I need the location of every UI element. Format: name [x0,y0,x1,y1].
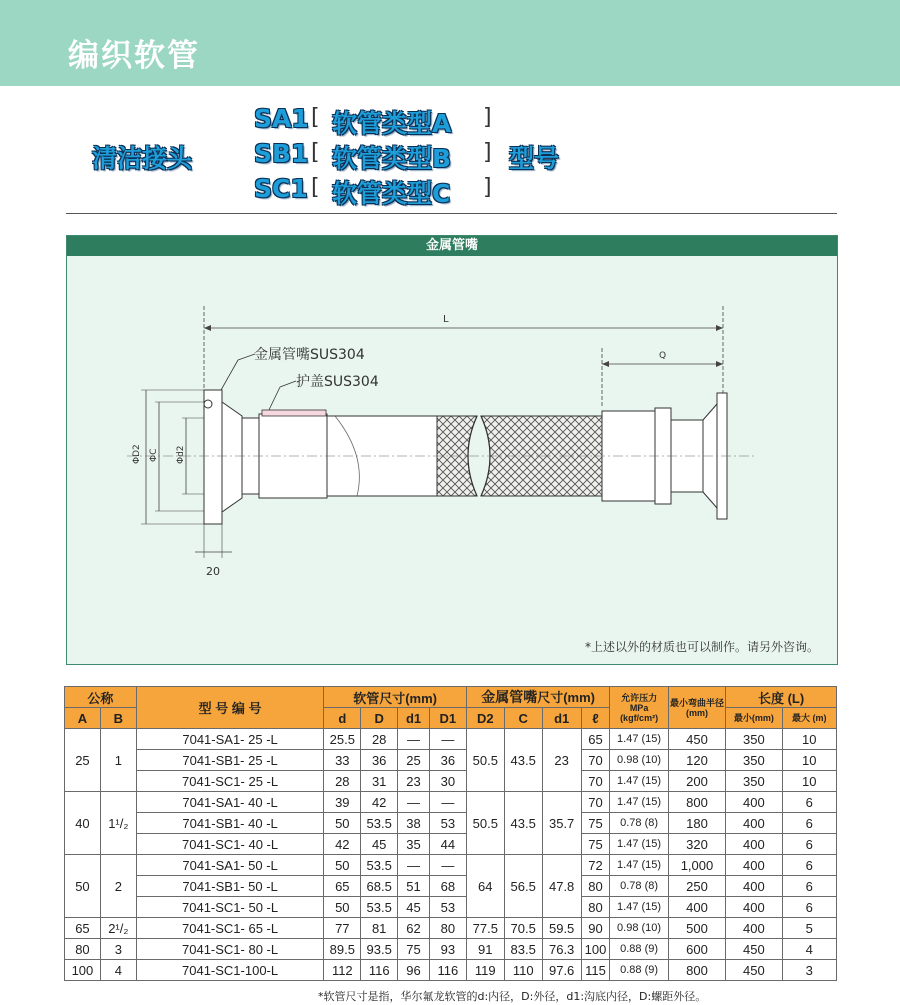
cell-D1: 80 [429,918,466,939]
dim-20-label: 20 [206,565,220,578]
bend-head: 最小弯曲半径 [669,697,724,708]
col-hose-size: 软管尺寸(mm) [324,687,466,708]
cell-D: 53.5 [361,813,398,834]
cell-pressure: 1.47 (15) [610,834,668,855]
cell-D: 28 [361,729,398,750]
cell-D1: 36 [429,750,466,771]
table-row [65,771,837,792]
cell-D1: 93 [429,939,466,960]
dim-d2-label: ΦD2 [132,444,142,464]
cell-d: 33 [324,750,361,771]
cell-d1: 38 [398,813,430,834]
cell-bend-radius: 800 [668,792,725,813]
cell-D1: 116 [429,960,466,981]
cell-nozzle-d1: 47.8 [542,855,581,918]
col-nozzle-size [466,687,610,708]
cell-length-max: 6 [782,792,836,813]
col-length-max: 最大 (m) [782,708,836,729]
cell-pressure: 0.88 (9) [610,939,668,960]
cell-length-max: 10 [782,771,836,792]
cell-d1: 51 [398,876,430,897]
cell-length-min: 400 [726,792,782,813]
cell-a: 80 [65,939,101,960]
table-row [65,876,837,897]
col-a: A [65,708,101,729]
bracket-open: [ [311,140,320,165]
cell-D1: 44 [429,834,466,855]
cell-model: 7041-SB1- 25 -L [136,750,324,771]
cell-d1: — [398,729,430,750]
cell-l: 70 [581,771,610,792]
cell-d1: 45 [398,897,430,918]
spec-body [65,729,837,981]
cell-l: 115 [581,960,610,981]
col-D: D [361,708,398,729]
cell-bend-radius: 800 [668,960,725,981]
cell-bend-radius: 450 [668,729,725,750]
cell-length-max: 6 [782,897,836,918]
cell-C: 43.5 [504,792,542,855]
cell-model: 7041-SC1- 40 -L [136,834,324,855]
cell-length-max: 4 [782,939,836,960]
cell-D: 53.5 [361,897,398,918]
cell-l: 65 [581,729,610,750]
cell-D2: 50.5 [466,792,504,855]
cell-b: 1 [100,729,136,792]
cell-length-min: 350 [726,729,782,750]
cell-D1: — [429,855,466,876]
cell-b: 1¹/₂ [100,792,136,855]
table-row [65,855,837,876]
pressure-head: 允许压力 [621,692,658,703]
table-row [65,729,837,750]
pressure-unit2: (kgf/cm²) [620,712,659,723]
col-b: B [100,708,136,729]
table-row [65,792,837,813]
hose-drawing [67,256,837,664]
model-label: 清洁接头 [92,144,193,173]
cell-length-max: 6 [782,834,836,855]
col-bend-radius [668,687,725,729]
cell-d1: — [398,855,430,876]
spec-table [64,686,837,981]
bracket-close: ] [483,140,492,165]
cell-D: 68.5 [361,876,398,897]
cell-b: 3 [100,939,136,960]
model-name-sa1: 软管类型A [332,109,452,138]
diagram-panel [66,235,838,665]
cell-a: 40 [65,792,101,855]
col-d1: d1 [398,708,430,729]
cell-length-min: 400 [726,834,782,855]
cell-D2: 119 [466,960,504,981]
cell-bend-radius: 400 [668,897,725,918]
cell-l: 90 [581,918,610,939]
cell-C: 43.5 [504,729,542,792]
divider [66,213,837,214]
cell-C: 83.5 [504,939,542,960]
cell-model: 7041-SC1- 50 -L [136,897,324,918]
model-name-sc1: 软管类型C [332,179,451,208]
nozzle-size-bold: 金属管嘴 [481,689,538,705]
cell-bend-radius: 500 [668,918,725,939]
cell-length-min: 450 [726,960,782,981]
table-row [65,750,837,771]
cell-l: 70 [581,750,610,771]
nozzle-material-label: 金属管嘴SUS304 [254,347,365,363]
header-banner [0,0,900,86]
cell-pressure: 1.47 (15) [610,792,668,813]
cell-length-max: 6 [782,813,836,834]
cell-model: 7041-SA1- 25 -L [136,729,324,750]
cell-d: 77 [324,918,361,939]
cell-bend-radius: 1,000 [668,855,725,876]
cell-bend-radius: 600 [668,939,725,960]
cell-D: 81 [361,918,398,939]
cell-C: 110 [504,960,542,981]
cell-d: 50 [324,855,361,876]
cell-pressure: 0.98 (10) [610,750,668,771]
dim-small-d2-label: Φd2 [176,445,186,464]
cell-pressure: 0.88 (9) [610,960,668,981]
cell-model: 7041-SC1- 65 -L [136,918,324,939]
cell-l: 80 [581,897,610,918]
cell-length-min: 400 [726,897,782,918]
col-model: 型 号 编 号 [136,687,324,729]
cell-D1: 53 [429,897,466,918]
table-row [65,960,837,981]
cell-b: 2¹/₂ [100,918,136,939]
cell-D2: 91 [466,939,504,960]
col-D2: D2 [466,708,504,729]
cell-d: 25.5 [324,729,361,750]
cell-D: 42 [361,792,398,813]
model-code-sc1: SC1 [254,174,308,203]
col-pressure [610,687,668,729]
cell-nozzle-d1: 76.3 [542,939,581,960]
cell-d1: 96 [398,960,430,981]
table-row [65,897,837,918]
cell-pressure: 1.47 (15) [610,771,668,792]
cell-D1: 53 [429,813,466,834]
dim-c-label: ΦC [149,448,159,462]
cell-bend-radius: 320 [668,834,725,855]
cell-D2: 64 [466,855,504,918]
cell-a: 65 [65,918,101,939]
cell-length-max: 10 [782,729,836,750]
col-length-min: 最小(mm) [726,708,782,729]
cell-length-min: 350 [726,750,782,771]
cell-d1: — [398,792,430,813]
cell-D: 116 [361,960,398,981]
table-row [65,834,837,855]
col-d: d [324,708,361,729]
cell-pressure: 1.47 (15) [610,897,668,918]
cell-D1: — [429,792,466,813]
cell-pressure: 0.78 (8) [610,813,668,834]
model-code-sb1: SB1 [254,139,309,168]
cell-l: 70 [581,792,610,813]
cell-nozzle-d1: 23 [542,729,581,792]
cell-nozzle-d1: 97.6 [542,960,581,981]
cell-bend-radius: 180 [668,813,725,834]
nozzle-size-rest: 尺寸(mm) [537,690,595,705]
table-row [65,813,837,834]
cell-l: 100 [581,939,610,960]
col-nominal: 公称 [65,687,137,708]
model-suffix: 型号 [509,144,560,173]
cell-D1: 30 [429,771,466,792]
cell-d: 50 [324,813,361,834]
cell-bend-radius: 200 [668,771,725,792]
cell-d1: 25 [398,750,430,771]
cell-pressure: 0.98 (10) [610,918,668,939]
col-l: ℓ [581,708,610,729]
col-nozzle-d1: d1 [542,708,581,729]
cell-C: 70.5 [504,918,542,939]
cell-l: 72 [581,855,610,876]
cell-D: 53.5 [361,855,398,876]
table-row [65,939,837,960]
cell-b: 4 [100,960,136,981]
cell-length-min: 400 [726,876,782,897]
cell-model: 7041-SB1- 50 -L [136,876,324,897]
cell-D: 36 [361,750,398,771]
bracket-open: [ [311,105,320,130]
cell-d: 42 [324,834,361,855]
bend-unit: (mm) [685,707,708,718]
bracket-close: ] [483,105,492,130]
cell-b: 2 [100,855,136,918]
cell-a: 50 [65,855,101,918]
cell-length-min: 350 [726,771,782,792]
cell-l: 75 [581,813,610,834]
cell-length-max: 10 [782,750,836,771]
dim-l-label: L [443,314,449,325]
model-name-sb1: 软管类型B [332,144,452,173]
cell-d: 28 [324,771,361,792]
cell-model: 7041-SC1- 80 -L [136,939,324,960]
cell-nozzle-d1: 59.5 [542,918,581,939]
cell-d1: 62 [398,918,430,939]
cell-d: 50 [324,897,361,918]
cell-a: 25 [65,729,101,792]
cell-length-max: 5 [782,918,836,939]
cell-pressure: 1.47 (15) [610,729,668,750]
cell-d1: 23 [398,771,430,792]
cell-model: 7041-SC1-100-L [136,960,324,981]
cell-length-max: 3 [782,960,836,981]
col-length: 长度 (L) [726,687,837,708]
pressure-unit: MPa [629,702,649,713]
cell-D2: 77.5 [466,918,504,939]
cell-d: 39 [324,792,361,813]
cell-model: 7041-SA1- 50 -L [136,855,324,876]
table-row [65,918,837,939]
cell-l: 80 [581,876,610,897]
cell-length-min: 450 [726,939,782,960]
diagram-title: 金属管嘴 [67,236,837,256]
cell-l: 75 [581,834,610,855]
cell-d: 65 [324,876,361,897]
cell-length-max: 6 [782,876,836,897]
cell-length-min: 400 [726,813,782,834]
model-code-sa1: SA1 [254,104,309,133]
cell-model: 7041-SC1- 25 -L [136,771,324,792]
cell-D: 93.5 [361,939,398,960]
cover-material-label: 护盖SUS304 [296,374,379,390]
cell-model: 7041-SA1- 40 -L [136,792,324,813]
cell-length-min: 400 [726,918,782,939]
col-D1: D1 [429,708,466,729]
cell-C: 56.5 [504,855,542,918]
bracket-open: [ [311,175,320,200]
cell-D1: — [429,729,466,750]
cell-bend-radius: 120 [668,750,725,771]
cell-pressure: 1.47 (15) [610,855,668,876]
cell-nozzle-d1: 35.7 [542,792,581,855]
cell-D: 31 [361,771,398,792]
material-note: *上述以外的材质也可以制作。请另外咨询。 [585,640,820,654]
cell-D: 45 [361,834,398,855]
cell-pressure: 0.78 (8) [610,876,668,897]
cell-d1: 35 [398,834,430,855]
cell-length-min: 400 [726,855,782,876]
cell-D2: 50.5 [466,729,504,792]
cell-D1: 68 [429,876,466,897]
cell-d: 112 [324,960,361,981]
cell-a: 100 [65,960,101,981]
cell-bend-radius: 250 [668,876,725,897]
page-title: 编织软管 [68,38,200,74]
col-C: C [504,708,542,729]
footnote: *软管尺寸是指，华尔氟龙软管的d:内径，D:外径，d1:沟底内径，D:螺距外径。 [318,990,707,1003]
cell-d1: 75 [398,939,430,960]
cell-length-max: 6 [782,855,836,876]
cell-d: 89.5 [324,939,361,960]
bracket-close: ] [483,175,492,200]
cell-model: 7041-SB1- 40 -L [136,813,324,834]
dim-q-label: Q [659,351,667,361]
